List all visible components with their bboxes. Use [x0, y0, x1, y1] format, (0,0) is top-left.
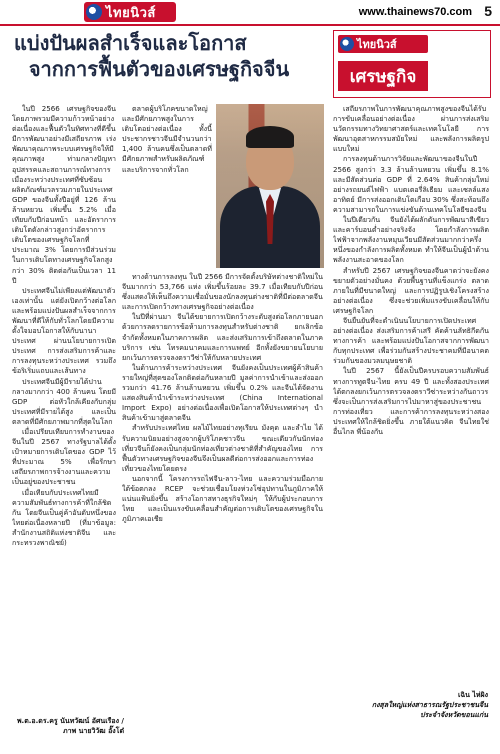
paragraph: การลงทุนด้านการวิจัยและพัฒนาของจีนในปี 2566 สูงกว่า 3.3 ล้านล้านหยวน เพิ่มขึ้น 8.1% และมีสัดส่วนต่อ GDP ที่ 2.64% สินค้ากลุ่มใหม่อย่างรถยนต์ไฟฟ้า แบตเตอรี่ลิเธียม และเซลล์แสงอาทิตย์ มีการส่งออกเติบโตเกือบ 30% ซึ่งสะท้อนถึงความสามารถในการแข่งขันด้านเทคโนโลยีของจีน: [333, 154, 489, 214]
article-column-2-top: [122, 104, 212, 272]
section-tag: [333, 30, 491, 98]
author-photo: [216, 104, 324, 268]
section-logo: [338, 35, 428, 53]
paragraph: เมื่อเปรียบเทียบการทำงานของจีนในปี 2567 ทางรัฐบาลได้ตั้งเป้าหมายการเติบโตของ GDP ไว้ที่ประมาณ 5% เพื่อรักษาเสถียรภาพการจ้างงานและความเป็นอยู่ของประชาชน: [12, 427, 116, 487]
article-column-1: [12, 104, 116, 714]
section-logo-text: ไทยนิวส์: [357, 38, 397, 51]
paragraph: ในด้านการค้าระหว่างประเทศ จีนยังคงเป็นประเทศผู้ค้าสินค้ารายใหญ่ที่สุดของโลกติดต่อกันหลายปี มูลค่าการนำเข้าและส่งออกรวมกว่า 41.76 ล้านล้านหยวน เพิ่มขึ้น 0.2% และจีนได้จัดงานแสดงสินค้านำเข้าระหว่างประเทศ (China International Import Expo) อย่างต่อเนื่องเพื่อเปิดโอกาสให้ประเทศต่างๆ นำสินค้าเข้ามาสู่ตลาดจีน: [122, 362, 323, 423]
paragraph: นอกจากนี้ โครงการรถไฟจีน-ลาว-ไทย และความร่วมมือภายใต้ข้อตกลง RCEP จะช่วยเชื่อมโยงห่วงโซ่อุปทานในภูมิภาคให้แน่นแฟ้นยิ่งขึ้น สร้างโอกาสทางธุรกิจใหม่ๆ ให้กับผู้ประกอบการไทย และเป็นแรงขับเคลื่อนสำคัญต่อการเติบโตของเศรษฐกิจในภูมิภาคเอเชีย: [122, 473, 323, 524]
paragraph: จีนยืนยันที่จะดำเนินนโยบายการเปิดประเทศอย่างต่อเนื่อง ส่งเสริมการค้าเสรี คัดค้านลัทธิกีดกันทางการค้า และพร้อมแบ่งปันโอกาสจากการพัฒนากับทุกประเทศ เพื่อร่วมกันสร้างประชาคมที่มีอนาคตร่วมกันของมวลมนุษยชาติ: [333, 315, 489, 366]
newspaper-logo: [84, 2, 176, 22]
headline-line-1: แบ่งปันผลสำเร็จและโอกาส: [14, 31, 247, 55]
paragraph: ตลาดผู้บริโภคขนาดใหญ่และมีศักยภาพสูงในการเติบโตอย่างต่อเนื่อง ทั้งนี้ประชากรชาวจีนมีจำนวนกว่า 1,400 ล้านคนซึ่งเป็นตลาดที่มีศักยภาพสำหรับผลิตภัณฑ์และบริการจากทั่วโลก: [122, 104, 212, 174]
article-column-2: [122, 272, 323, 714]
paragraph: ประเทศจีนมีผู้มีรายได้ปานกลางมากกว่า 400 ล้านคน โดยมี GDP ต่อหัวใกล้เคียงกับกลุ่มประเทศที่มีรายได้สูง และเป็นตลาดที่มีศักยภาพมากที่สุดในโลก: [12, 376, 116, 426]
headline: [14, 30, 304, 82]
author-location: ประจำจังหวัดขอนแก่น: [420, 711, 488, 719]
page-number: 5: [484, 3, 492, 19]
paragraph: ในปีที่ผ่านมา จีนได้ขยายการเปิดกว้างระดับสูงต่อโลกภายนอก ด้วยการลดรายการข้อห้ามการลงทุนสำหรับต่างชาติ ยกเลิกข้อจำกัดทั้งหมดในภาคการผลิต และส่งเสริมการเข้าถึงตลาดในภาคบริการ เช่น โทรคมนาคมและการแพทย์ อีกทั้งยังขยายนโยบายยกเว้นการตรวจลงตราวีซ่าให้กับหลายประเทศ: [122, 312, 323, 362]
paragraph: สำหรับปี 2567 เศรษฐกิจของจีนคาดว่าจะยังคงขยายตัวอย่างมั่นคง ด้วยพื้นฐานที่แข็งแกร่ง ตลาดภายในที่มีขนาดใหญ่ และการปฏิรูปเชิงโครงสร้างอย่างต่อเนื่อง ซึ่งจะช่วยเพิ่มแรงขับเคลื่อนให้กับเศรษฐกิจโลก: [333, 265, 489, 315]
globe-icon: [340, 37, 354, 51]
photo-credit: พ.ต.อ.ดร.ครู นันทวัฒน์ อัศนเรือง / ภาพ นายวิวัฒ อั๊งโต๋: [16, 717, 124, 735]
paragraph: ในปี 2566 เศรษฐกิจของจีนโดยภาพรวมมีความก้าวหน้าอย่างต่อเนื่องและฟื้นตัวในทิศทางที่ดีขึ้น มีการพัฒนาอย่างมีเสถียรภาพ เร่งพัฒนาคุณภาพระบบเศรษฐกิจให้มีคุณภาพสูง ท่ามกลางปัญหาอุปสรรคและสถานการณ์ทางการเมืองระหว่างประเทศที่ซับซ้อน ผลิตภัณฑ์มวลรวมภายในประเทศ GDP ของจีนทั้งปีอยู่ที่ 126 ล้านล้านหยวน เพิ่มขึ้น 5.2% เมื่อเทียบกับปีก่อนหน้า และอัตราการเติบโตดังกล่าวสูงกว่าอัตราการเติบโตของเศรษฐกิจโลกที่ประมาณ 3% โดยการมีส่วนร่วมในการเติบโตทางเศรษฐกิจโลกสูงกว่า 30% ติดต่อกันเป็นเวลา 11 ปี: [12, 104, 116, 285]
paragraph: ประเทศจีนไม่เพียงแต่พัฒนาตัวเองเท่านั้น แต่ยังเปิดกว้างต่อโลกและพร้อมแบ่งปันผลสำเร็จจากการพัฒนาที่ดีให้กับทั่วโลกโดยมีความตั้งใจมอบโอกาสให้กับนานาประเทศ ผ่านนโยบายการเปิดประเทศ การส่งเสริมการค้าและการลงทุนระหว่างประเทศ รวมถึงข้อริเริ่มแถบและเส้นทาง: [12, 285, 116, 376]
paragraph: เมื่อเทียบกับประเทศไทยมีความสัมพันธ์ทางการค้าที่ใกล้ชิดกัน โดยจีนเป็นคู่ค้าอันดับหนึ่งของไทยต่อเนื่องหลายปี (ที่มาข้อมูล: สำนักงานสถิติแห่งชาติจีน และกระทรวงพาณิชย์): [12, 487, 116, 548]
header-rule: [0, 24, 500, 26]
page-header: [0, 0, 500, 26]
paragraph: สำหรับประเทศไทย ผลไม้ไทยอย่างทุเรียน มังคุด และลำไย ได้รับความนิยมอย่างสูงจากผู้บริโภคชาวจีน ขณะเดียวกันนักท่องเที่ยวจีนก็ยังคงเป็นกลุ่มนักท่องเที่ยวต่างชาติที่สำคัญของไทย การฟื้นตัวทางเศรษฐกิจของจีนจึงเป็นผลดีต่อการส่งออกและการท่องเที่ยวของไทยโดยตรง: [122, 423, 323, 473]
author-name: เฉิน ไห่ผิง: [457, 691, 488, 699]
author-title: กงสุลใหญ่แห่งสาธารณรัฐประชาชนจีน: [371, 701, 488, 709]
paragraph: เสถียรภาพในการพัฒนาคุณภาพสูงของจีนได้รับการขับเคลื่อนอย่างต่อเนื่อง ผ่านการส่งเสริมนวัตกรรมทางวิทยาศาสตร์และเทคโนโลยี การพัฒนาอุตสาหกรรมสมัยใหม่ และพลังการผลิตรูปแบบใหม่: [333, 104, 489, 154]
globe-icon: [86, 4, 102, 20]
article-column-3: [333, 104, 489, 684]
paragraph: ในปี 2567 นี้ยังเป็นปีครบรอบความสัมพันธ์ทางการทูตจีน-ไทย ครบ 49 ปี และทั้งสองประเทศได้ตกลงยกเว้นการตรวจลงตราวีซ่าระหว่างกันถาวร ซึ่งจะเป็นการส่งเสริมการไปมาหาสู่ของประชาชน การท่องเที่ยว และการค้าการลงทุนระหว่างสองประเทศให้ใกล้ชิดยิ่งขึ้น ภายใต้แนวคิด จีนไทยใช่อื่นไกล พี่น้องกัน: [333, 366, 489, 436]
paragraph: ในปีเดียวกัน จีนยังได้ผลักดันการพัฒนาสีเขียวและคาร์บอนต่ำอย่างจริงจัง โดยกำลังการผลิตไฟฟ้าจากพลังงานหมุนเวียนมีสัดส่วนมากกว่าครึ่งหนึ่งของกำลังการผลิตทั้งหมด ทำให้จีนเป็นผู้นำด้านพลังงานสะอาดของโลก: [333, 215, 489, 265]
headline-line-2: จากการฟื้นตัวของเศรษฐกิจจีน: [28, 57, 290, 81]
section-label: เศรษฐกิจ: [338, 61, 428, 91]
logo-text: ไทยนิวส์: [106, 5, 156, 21]
site-url: www.thainews70.com: [358, 6, 472, 18]
paragraph: ทางด้านการลงทุน ในปี 2566 มีการจัดตั้งบริษัทต่างชาติใหม่ในจีนมากกว่า 53,766 แห่ง เพิ่มขึ้นร้อยละ 39.7 เมื่อเทียบกับปีก่อน ซึ่งแสดงให้เห็นถึงความเชื่อมั่นของนักลงทุนต่างชาติที่มีต่อตลาดจีน และการเปิดกว้างทางเศรษฐกิจอย่างต่อเนื่อง: [122, 272, 323, 312]
byline: [318, 690, 488, 720]
